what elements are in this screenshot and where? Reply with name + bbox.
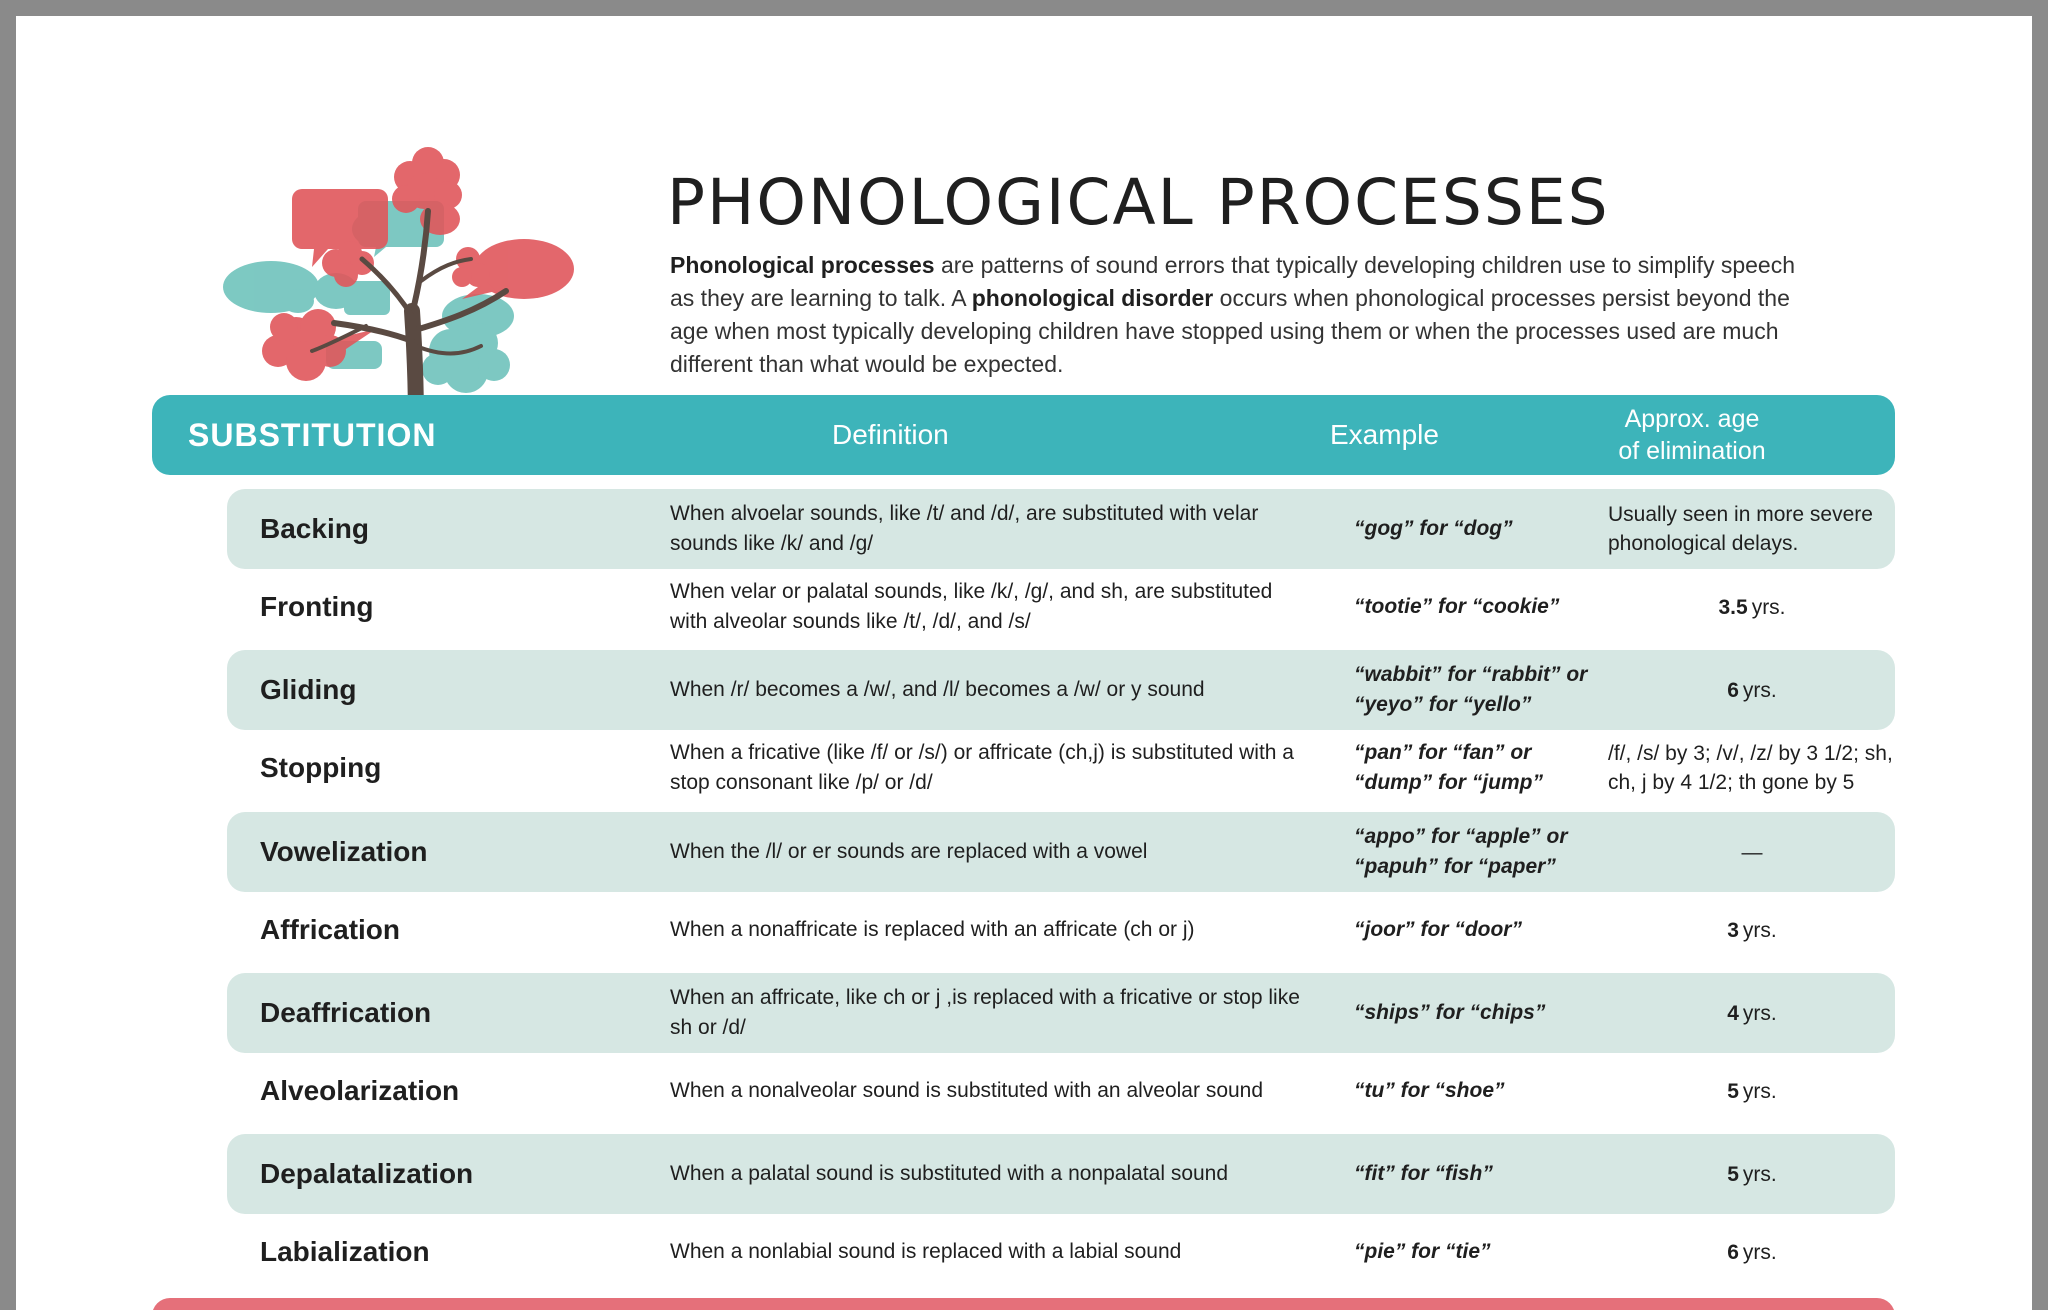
column-header-age-line2: of elimination	[1618, 437, 1766, 465]
process-age: /f/, /s/ by 3; /v/, /z/ by 3 1/2; sh, ch, j by 4 1/2; th gone by 5	[1608, 742, 1893, 794]
age-unit: yrs.	[1742, 1162, 1777, 1186]
process-name: Stopping	[260, 752, 382, 783]
age-number: 6	[1727, 1240, 1739, 1264]
document-page	[16, 16, 2032, 1310]
process-example: “ships” for “chips”	[1354, 1001, 1546, 1024]
process-example: “gog” for “dog”	[1354, 517, 1513, 540]
table-row	[227, 650, 1895, 730]
process-age: Usually seen in more severe phonological delays.	[1608, 503, 1873, 555]
process-example: “tootie” for “cookie”	[1354, 595, 1560, 618]
process-definition: When the /l/ or er sounds are replaced with a vowel	[670, 840, 1148, 863]
section-label: SUBSTITUTION	[188, 416, 437, 453]
process-definition: When an affricate, like ch or j ,is replaced with a fricative or stop like sh or /d/	[670, 986, 1300, 1039]
table-row	[227, 1212, 1895, 1292]
process-definition: When a fricative (like /f/ or /s/) or affricate (ch,j) is substituted with a stop consonant like /p/ or /d/	[670, 741, 1294, 794]
process-definition: When a nonlabial sound is replaced with a labial sound	[670, 1240, 1182, 1263]
process-example: “wabbit” for “rabbit” or “yeyo” for “yello”	[1354, 663, 1588, 716]
process-name: Gliding	[260, 674, 357, 705]
age-unit: yrs.	[1742, 1079, 1777, 1103]
process-name: Deaffrication	[260, 997, 432, 1028]
age-unit: yrs.	[1742, 1001, 1777, 1025]
age-number: 5	[1727, 1079, 1739, 1103]
process-definition: When velar or palatal sounds, like /k/, /g/, and sh, are substituted with alveolar sounds like /t/, /d/, and /s/	[670, 580, 1273, 633]
process-definition: When a palatal sound is substituted with a nonpalatal sound	[670, 1162, 1229, 1185]
intro-paragraph	[670, 249, 1810, 381]
process-example: “joor” for “door”	[1354, 918, 1522, 941]
intro-text-1: are patterns of sound errors that typically developing children use to simplify speech as they are learning to talk. A	[670, 252, 1795, 311]
age-number: 3.5	[1718, 595, 1748, 619]
table-row	[227, 1051, 1895, 1131]
process-definition: When a nonalveolar sound is substituted with an alveolar sound	[670, 1079, 1264, 1102]
age-number: 6	[1727, 678, 1739, 702]
process-example: “pie” for “tie”	[1354, 1240, 1491, 1263]
intro-term-disorder: phonological disorder	[971, 285, 1214, 311]
table-row	[227, 973, 1895, 1053]
column-header-age	[1572, 395, 1812, 475]
process-name: Alveolarization	[260, 1075, 460, 1106]
process-name: Vowelization	[260, 836, 428, 867]
next-section-bar	[152, 1298, 1895, 1310]
process-age	[1607, 1212, 1897, 1292]
process-example: “pan” for “fan” or “dump” for “jump”	[1354, 741, 1543, 794]
process-age	[1607, 890, 1897, 970]
process-age: —	[1741, 840, 1763, 864]
intro-text-2: occurs when phonological processes persist beyond the age when most typically developing children have stopped using them or when the processes used are much different than what would be expected.	[670, 285, 1790, 377]
table-row	[227, 812, 1895, 892]
process-age	[1607, 973, 1897, 1053]
age-unit: yrs.	[1751, 595, 1786, 619]
column-header-age-line1: Approx. age	[1624, 405, 1760, 433]
table-row	[227, 489, 1895, 569]
process-definition: When /r/ becomes a /w/, and /l/ becomes a /w/ or y sound	[670, 678, 1205, 701]
table-header	[152, 395, 1895, 475]
age-number: 3	[1727, 918, 1739, 942]
age-number: 5	[1727, 1162, 1739, 1186]
process-example: “appo” for “apple” or “papuh” for “paper”	[1354, 825, 1568, 878]
column-header-example: Example	[1330, 419, 1439, 450]
column-header-definition: Definition	[832, 419, 949, 450]
process-age	[1607, 1134, 1897, 1214]
age-unit: yrs.	[1742, 678, 1777, 702]
process-age	[1607, 567, 1897, 647]
table-row	[227, 567, 1895, 647]
age-number: 4	[1727, 1001, 1739, 1025]
process-definition: When a nonaffricate is replaced with an affricate (ch or j)	[670, 918, 1195, 941]
table-row	[227, 890, 1895, 970]
process-age	[1607, 650, 1897, 730]
process-name: Fronting	[260, 591, 374, 622]
process-name: Affrication	[260, 914, 400, 945]
process-example: “fit” for “fish”	[1354, 1162, 1493, 1185]
table-row	[227, 728, 1895, 808]
process-example: “tu” for “shoe”	[1354, 1079, 1505, 1102]
speech-bubble-tree-icon	[216, 141, 616, 421]
process-name: Depalatalization	[260, 1158, 474, 1189]
intro-term-processes: Phonological processes	[670, 252, 935, 278]
process-age	[1607, 1051, 1897, 1131]
age-unit: yrs.	[1742, 918, 1777, 942]
process-name: Backing	[260, 513, 369, 544]
age-unit: yrs.	[1742, 1240, 1777, 1264]
process-name: Labialization	[260, 1236, 430, 1267]
page-title: PHONOLOGICAL PROCESSES	[667, 166, 1610, 239]
process-definition: When alvoelar sounds, like /t/ and /d/, are substituted with velar sounds like /k/ and /g/	[670, 502, 1259, 555]
table-row	[227, 1134, 1895, 1214]
